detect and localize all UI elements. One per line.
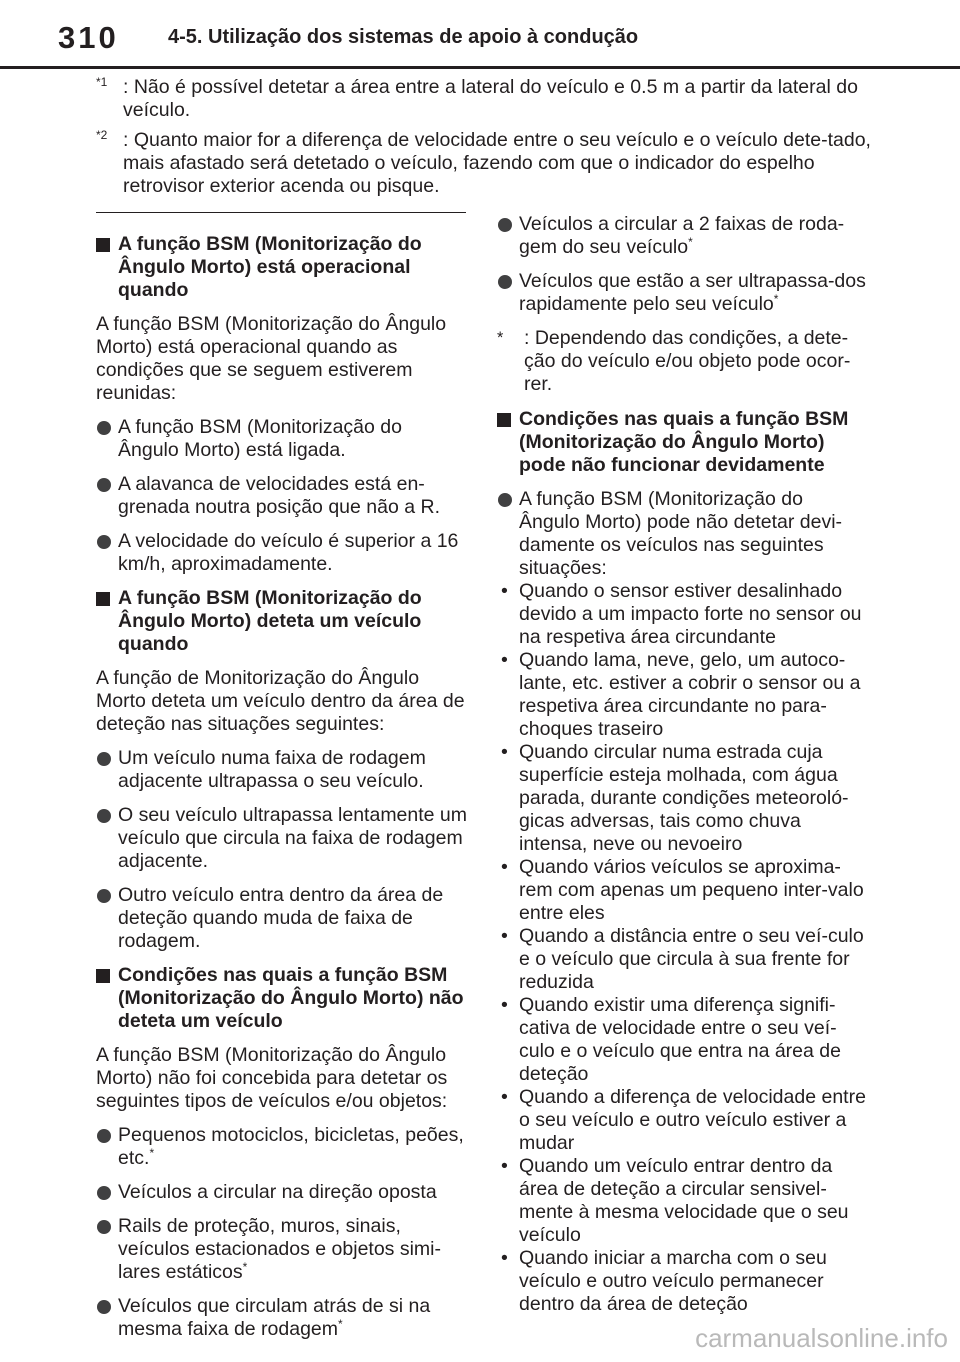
section-title: 4-5. Utilização dos sistemas de apoio à condução [168, 26, 639, 48]
dot-bullet-icon: • [501, 1086, 508, 1108]
list-item: Veículos a circular a 2 faixas de roda-gem do seu veículo* [497, 213, 867, 259]
square-bullet-icon [497, 413, 511, 427]
condition-item: • Quando vários veículos se aproxima-rem com apenas um pequeno inter-valo entre eles [501, 856, 864, 924]
list-item: A velocidade do veículo é superior a 16 km/h, aproximadamente. [96, 530, 468, 576]
asterisk-mark: * [338, 1317, 343, 1331]
footnote-2 [96, 129, 886, 198]
asterisk-mark: * [149, 1146, 155, 1160]
round-bullet-icon [498, 493, 512, 507]
condition-item: • Quando a distância entre o seu veí-culo e o veículo que circula à sua frente for reduzida [501, 925, 864, 993]
list-item: Um veículo numa faixa de rodagem adjacente ultrapassa o seu veículo. [96, 747, 468, 793]
dot-bullet-icon: • [501, 925, 508, 947]
section-heading: A função BSM (Monitorização do Ângulo Morto) deteta um veículo quando [96, 587, 468, 656]
list-item: Veículos a circular na direção oposta [96, 1181, 468, 1204]
asterisk-note [497, 327, 867, 396]
round-bullet-icon [498, 275, 512, 289]
dot-bullet-icon: • [501, 856, 508, 878]
condition-item: • Quando existir uma diferença signifi-cativa de velocidade entre o seu veí-culo e o veículo que entra na área de deteção [501, 994, 841, 1085]
footnotes [96, 76, 886, 205]
dot-bullet-icon: • [501, 1247, 508, 1269]
right-column [497, 213, 867, 1316]
condition-item: • Quando iniciar a marcha com o seu veículo e outro veículo permanecer dentro da área de deteção [501, 1247, 827, 1315]
dot-bullet-icon: • [501, 741, 508, 763]
condition-item: • Quando um veículo entrar dentro da área de deteção a circular sensivel-mente à mesma velocidade que o seu veículo [501, 1155, 849, 1246]
watermark[interactable]: carmanualsonline.info [695, 1323, 948, 1353]
dot-bullet-icon: • [501, 1155, 508, 1177]
list-item: Pequenos motociclos, bicicletas, peões, etc.* [96, 1124, 468, 1170]
paragraph: A função BSM (Monitorização do Ângulo Morto) não foi concebida para detetar os seguintes tipos de veículos e/ou objetos: [96, 1044, 448, 1112]
round-bullet-icon [97, 1129, 111, 1143]
page-number: 310 [58, 20, 119, 55]
round-bullet-icon [97, 752, 111, 766]
footnote-1 [96, 76, 886, 122]
dot-bullet-icon: • [501, 580, 508, 602]
paragraph: A função BSM (Monitorização do Ângulo Morto) está operacional quando as condições que se seguem estiverem reunidas: [96, 313, 447, 404]
condition-item: • Quando lama, neve, gelo, um autoco-lante, etc. estiver a cobrir o sensor ou a respetiva área circundante no para-choques traseiro [501, 649, 861, 740]
footnote-1-mark: *1 [96, 75, 108, 89]
footnote-1-text: : Não é possível detetar a área entre a lateral do veículo e 0.5 m a partir da lateral do veículo. [123, 76, 858, 121]
list-item: Rails de proteção, muros, sinais, veículos estacionados e objetos simi-lares estáticos* [96, 1215, 468, 1284]
dot-bullet-icon: • [501, 649, 508, 671]
page-header [0, 0, 960, 70]
list-item: Outro veículo entra dentro da área de deteção quando muda de faixa de rodagem. [96, 884, 468, 953]
round-bullet-icon [97, 809, 111, 823]
section-heading: Condições nas quais a função BSM (Monitorização do Ângulo Morto) não deteta um veículo [96, 964, 468, 1033]
round-bullet-icon [97, 478, 111, 492]
condition-item: • Quando o sensor estiver desalinhado devido a um impacto forte no sensor ou na respetiva área circundante [501, 580, 862, 648]
list-item: Veículos que estão a ser ultrapassa-dos rapidamente pelo seu veículo* [497, 270, 867, 316]
column-divider [96, 212, 466, 213]
section-heading: A função BSM (Monitorização do Ângulo Morto) está operacional quando [96, 233, 468, 302]
condition-item: • Quando circular numa estrada cuja superfície esteja molhada, com água parada, durante condições meteoroló-gicas adversas, tais como chuva intensa, neve ou nevoeiro [501, 741, 849, 855]
note-text: : Dependendo das condições, a dete-ção do veículo e/ou objeto pode ocor-rer. [524, 327, 851, 395]
list-item: O seu veículo ultrapassa lentamente um veículo que circula na faixa de rodagem adjacente. [96, 804, 468, 873]
list-item: A função BSM (Monitorização do Ângulo Morto) está ligada. [96, 416, 468, 462]
section-heading: Condições nas quais a função BSM (Monitorização do Ângulo Morto) pode não funcionar devidamente [497, 408, 867, 477]
left-column [96, 212, 468, 1352]
square-bullet-icon [96, 592, 110, 606]
asterisk-mark: * [688, 235, 693, 249]
square-bullet-icon [96, 238, 110, 252]
round-bullet-icon [97, 421, 111, 435]
round-bullet-icon [97, 1220, 111, 1234]
header-divider [0, 66, 960, 69]
round-bullet-icon [498, 218, 512, 232]
list-item: Veículos que circulam atrás de si na mesma faixa de rodagem* [96, 1295, 468, 1341]
round-bullet-icon [97, 535, 111, 549]
condition-item: • Quando a diferença de velocidade entre o seu veículo e outro veículo estiver a mudar [501, 1086, 866, 1154]
list-item: A função BSM (Monitorização do Ângulo Morto) pode não detetar devi-damente os veículos nas seguintes situações: [497, 488, 867, 580]
condition-list [497, 580, 867, 1316]
round-bullet-icon [97, 1186, 111, 1200]
asterisk-mark: * [773, 292, 779, 306]
round-bullet-icon [97, 889, 111, 903]
round-bullet-icon [97, 1300, 111, 1314]
square-bullet-icon [96, 969, 110, 983]
dot-bullet-icon: • [501, 994, 508, 1016]
footnote-2-mark: *2 [96, 128, 108, 142]
footnote-2-text: : Quanto maior for a diferença de velocidade entre o seu veículo e o veículo dete-tado, mais afastado será detetado o veículo, fazendo com que o indicador do espelho retrovisor exterior acenda ou pisque. [123, 129, 871, 197]
asterisk-mark: * [242, 1260, 248, 1274]
paragraph: A função de Monitorização do Ângulo Morto deteta um veículo dentro da área de deteção nas situações seguintes: [96, 667, 465, 735]
list-item: A alavanca de velocidades está en-grenada noutra posição que não a R. [96, 473, 468, 519]
note-mark: * [497, 329, 504, 347]
